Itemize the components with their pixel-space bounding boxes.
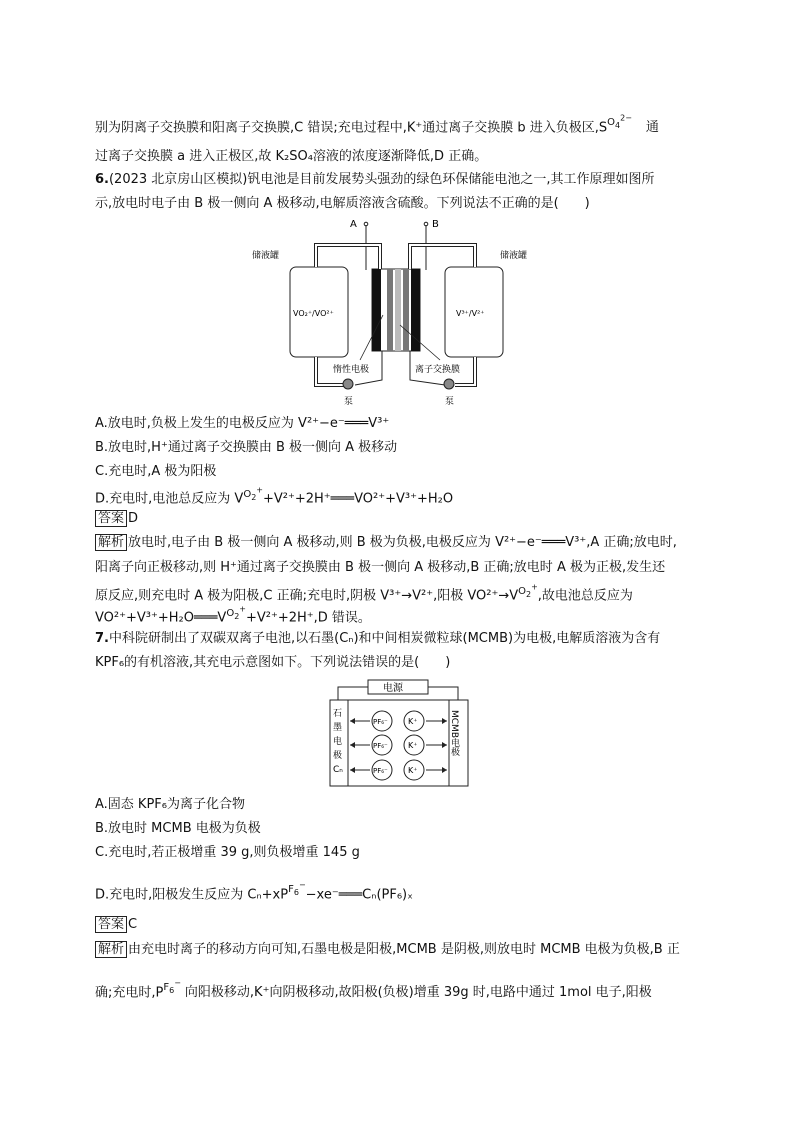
membrane [395,269,401,351]
question-6-stem: 6.(2023 北京房山区模拟)钒电池是目前发展势头强劲的绿色环保储能电池之一,其工作原理如图所 [95,172,655,187]
right-pump [444,379,454,389]
question-7-stem: KPF₆的有机溶液,其充电示意图如下。下列说法错误的是( ) [95,655,451,670]
answer-label: 答案 [95,916,127,933]
right-tank-title: 储液罐 [500,251,528,261]
q7-option-d: D.充电时,阳极发生反应为 $C_n+xP^{F_6^-}-xe^-═══C_n(PF_6)_x$ [95,881,413,903]
k-ion: K⁺ [408,717,418,726]
inert-electrode-left [372,269,381,351]
electrode-label: 惰性电极 [333,365,370,375]
q6-option-d: D.充电时,电池总反应为 $V^{O_2^+}+V^{2+}+2H^+═══VO^{2+}+V^{3+}+H_2O$ [95,486,454,507]
q7-answer: 答案 C [95,916,137,934]
q6-option-b: B.放电时,H⁺通过离子交换膜由 B 极一侧向 A 极移动 [95,440,398,455]
left-pump-label: 泵 [344,397,354,407]
q7-option-a: A.固态 KPF₆为离子化合物 [95,797,245,812]
q6-option-a: A.放电时,负极上发生的电极反应为 V²⁺−e⁻═══V³⁺ [95,416,390,431]
k-ion: K⁺ [408,741,418,750]
left-tank-content: VO₂⁺/VO²⁺ [293,309,334,318]
answer-label: 答案 [95,510,127,527]
right-tank-content: V³⁺/V²⁺ [456,309,485,318]
vanadium-battery-diagram [250,215,530,410]
left-pump [343,379,353,389]
k-ion: K⁺ [408,766,418,775]
right-pump-label: 泵 [445,397,455,407]
graphite-electrode-label: 石 墨 电 极 Cₙ [333,709,343,775]
membrane-label: 离子交换膜 [415,365,461,375]
q6-explanation: 原反应,则充电时 A 极为阳极,C 正确;充电时,阴极 V³⁺→V²⁺,阳极 $VO^{2+}\to V^{O_2^+}$,故电池总反应为 [95,583,633,604]
q7-option-b: B.放电时 MCMB 电极为负极 [95,821,261,836]
q6-answer: 答案 D [95,510,138,528]
power-label: 电源 [383,683,403,694]
q6-explanation: 解析 放电时,电子由 B 极一侧向 A 极移动,则 B 极为负极,电极反应为 V²⁺−e⁻═══V³⁺,A 正确;放电时, [95,534,677,552]
left-tank-title: 储液罐 [252,251,280,261]
q6-explanation: 阳离子向正极移动,则 H⁺通过离子交换膜由 B 极一侧向 A 极移动,B 正确;放电时 A 极为正极,发生还 [95,560,666,575]
label-a: A [350,219,357,230]
mcmb-electrode-label: MCMB电极 [449,710,459,756]
question-6-stem: 示,放电时电子由 B 极一侧向 A 极移动,电解质溶液含硫酸。下列说法不正确的是( ) [95,196,590,211]
explanation-label: 解析 [95,941,127,958]
label-b: B [432,219,439,230]
q7-explanation: 确;充电时$,P^{F_6^-}$向阳极移动,K⁺向阴极移动,故阳极(负极)增重 39g 时,电路中通过 1mol 电子,阳极 [95,979,652,1001]
q6-option-c: C.充电时,A 极为阳极 [95,464,217,479]
pf6-ion: PF₆⁻ [373,767,388,775]
text-line: 过离子交换膜 a 进入正极区,故 K₂SO₄溶液的浓度逐渐降低,D 正确。 [95,149,488,164]
text-line: 别为阴离子交换膜和阳离子交换膜,C 错误;充电过程中,K⁺通过离子交换膜 b 进入负极区$,S^{O_4^{2-}}$通 [95,114,659,136]
dual-ion-battery-diagram [328,678,470,790]
explanation-label: 解析 [95,534,127,551]
q7-explanation: 解析 由充电时离子的移动方向可知,石墨电极是阳极,MCMB 是阴极,则放电时 MCMB 电极为负极,B 正 [95,941,680,959]
pf6-ion: PF₆⁻ [373,742,388,750]
q7-option-c: C.充电时,若正极增重 39 g,则负极增重 145 g [95,845,360,860]
question-7-stem: 7.中科院研制出了双碳双离子电池,以石墨(Cₙ)和中间相炭微粒球(MCMB)为电极,电解质溶液为含有 [95,631,661,646]
pf6-ion: PF₆⁻ [373,718,388,726]
q6-explanation: $VO^{2+}+V^{3+}+H_2O═══V^{O_2^+}+V^{2+}+2H^+,D$ 错误。 [95,605,371,626]
